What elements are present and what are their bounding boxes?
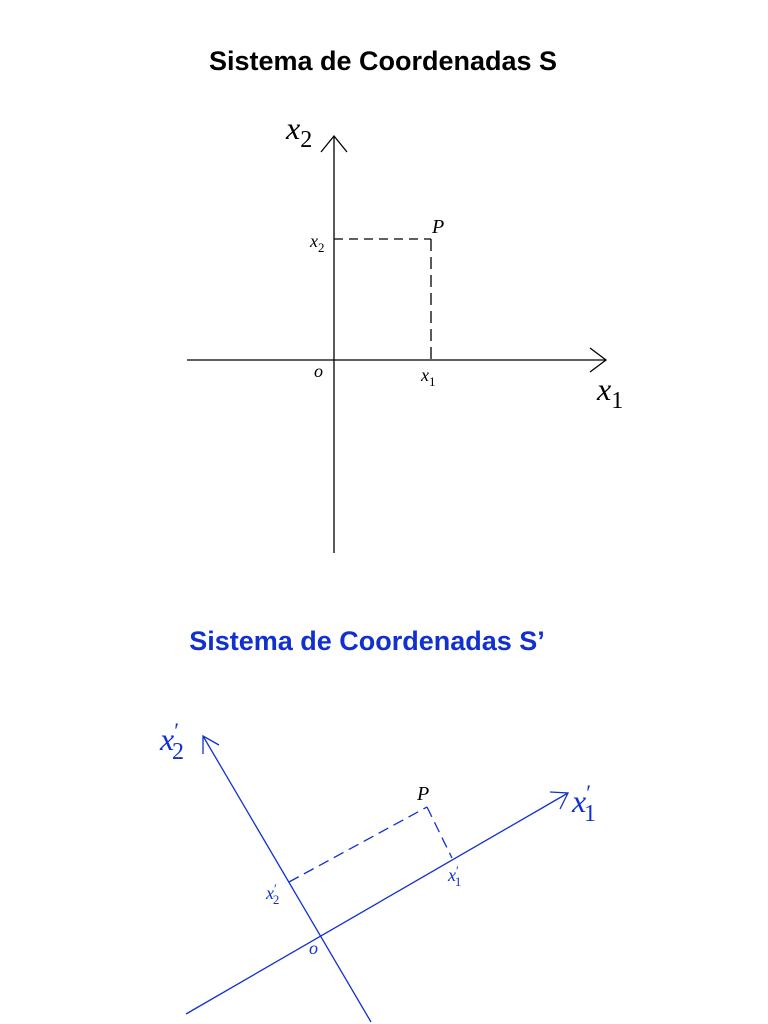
tick-x2-label: $x_2$ bbox=[310, 231, 325, 255]
projection-line-to-x1-prime bbox=[427, 807, 452, 858]
point-p-prime-label: P bbox=[417, 783, 430, 805]
point-p-label: P bbox=[432, 216, 445, 238]
axis-x2-prime bbox=[203, 736, 371, 1022]
labels-system-s bbox=[285, 110, 623, 414]
tick-x1-prime-label: x′ 1 bbox=[448, 863, 462, 889]
diagram-system-s bbox=[187, 136, 606, 553]
axis-x2-prime-label: x′ 2 bbox=[160, 718, 185, 765]
title-system-s-prime: Sistema de Coordenadas S’ bbox=[189, 626, 545, 656]
title-system-s: Sistema de Coordenadas S bbox=[208, 46, 558, 76]
labels-system-s-prime bbox=[159, 718, 596, 958]
axis-x1-label: $x_1$ bbox=[597, 371, 624, 414]
axis-x1-prime-label: x′ 1 bbox=[572, 780, 597, 827]
diagram-system-s-prime bbox=[186, 736, 568, 1022]
origin-label: o bbox=[314, 361, 323, 381]
axis-x1-prime bbox=[186, 793, 568, 1014]
axis-x2-label: $x_2$ bbox=[286, 110, 313, 153]
tick-x2-prime-label: x′ 2 bbox=[266, 881, 280, 907]
tick-x1-label: $x_1$ bbox=[421, 365, 436, 389]
origin-prime-label: o bbox=[309, 938, 318, 958]
projection-line-to-x2-prime bbox=[289, 807, 427, 882]
axis-x2-prime-arrowhead bbox=[203, 736, 219, 754]
